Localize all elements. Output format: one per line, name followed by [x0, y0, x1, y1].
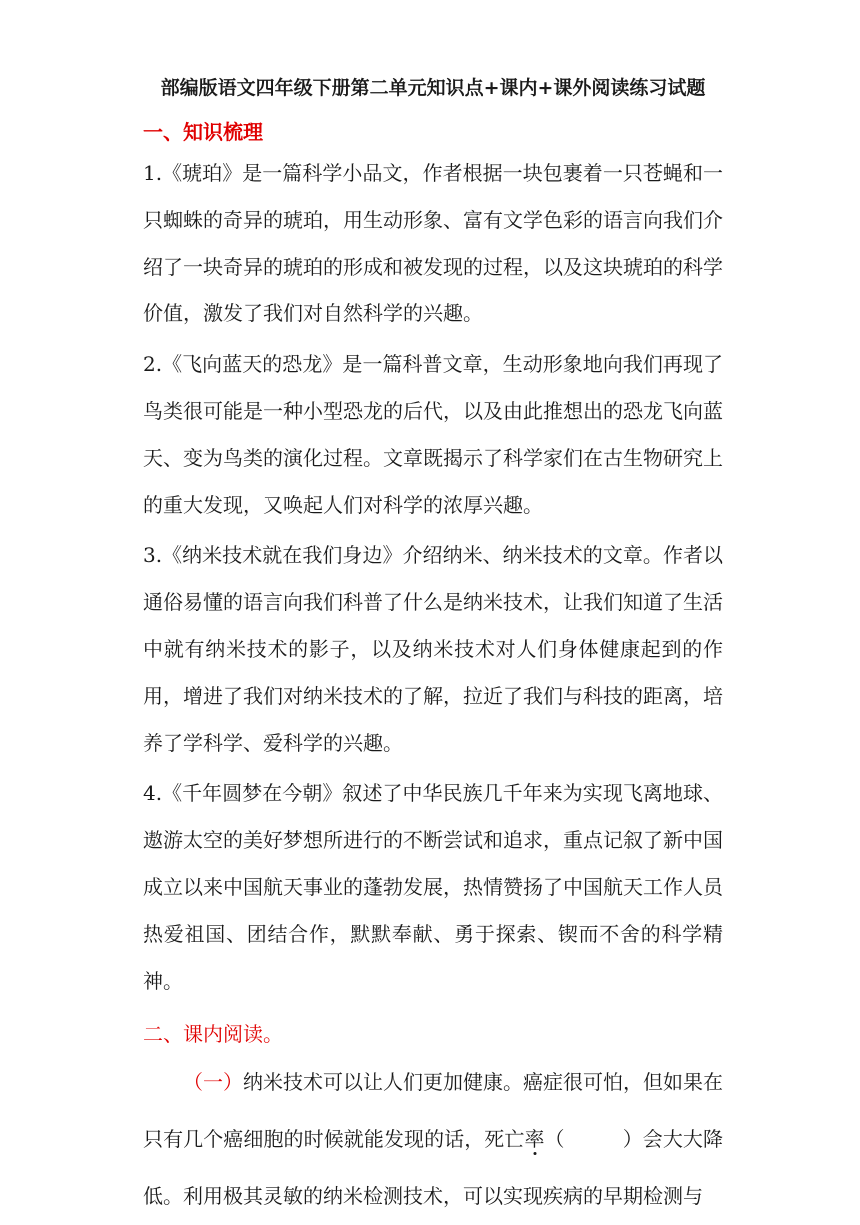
knowledge-item-3: 3.《纳米技术就在我们身边》介绍纳米、纳米技术的文章。作者以通俗易懂的语言向我们科普了什么是纳米技术，让我们知道了生活中就有纳米技术的影子，以及纳米技术对人们身体健康起到的作用，增进了我们对纳米技术的了解，拉近了我们与科技的距离，培养了学科学、爱科学的兴趣。 [143, 543, 723, 755]
passage-marker: （一） [183, 1070, 243, 1095]
document-title: 部编版语文四年级下册第二单元知识点+课内+课外阅读练习试题 [160, 77, 706, 99]
knowledge-item-4: 4.《千年圆梦在今朝》叙述了中华民族几千年来为实现飞离地球、遨游太空的美好梦想所进行的不断尝试和追求，重点记叙了新中国成立以来中国航天事业的蓬勃发展，热情赞扬了中国航天工作人员热爱祖国、团结合作，默默奉献、勇于探索、锲而不舍的科学精神。 [143, 781, 723, 993]
knowledge-item-2: 2.《飞向蓝天的恐龙》是一篇科普文章，生动形象地向我们再现了鸟类很可能是一种小型恐龙的后代，以及由此推想出的恐龙飞向蓝天、变为鸟类的演化过程。文章既揭示了科学家们在古生物研究上的重大发现，又唤起人们对科学的浓厚兴趣。 [143, 352, 723, 517]
document-page [143, 60, 723, 1225]
dotted-character: 率 [524, 1127, 545, 1152]
reading-passage [143, 1054, 723, 1225]
knowledge-item-1: 1.《琥珀》是一篇科学小品文，作者根据一块包裹着一只苍蝇和一只蜘蛛的奇异的琥珀，用生动形象、富有文学色彩的语言向我们介绍了一块奇异的琥珀的形成和被发现的过程，以及这块琥珀的科学价值，激发了我们对自然科学的兴趣。 [143, 161, 723, 326]
section-heading-knowledge: 一、知识梳理 [143, 120, 263, 144]
section-heading-reading: 二、课内阅读。 [143, 1022, 283, 1047]
passage-text-part3: ）会大大降低。利用极其灵敏的纳米检测技术，可以实现疾病的早期检测与 [143, 1127, 724, 1209]
passage-text-part2: （ [544, 1127, 565, 1152]
passage-text-part1: 纳米技术可以让人们更加健康。癌症很可怕，但如果在只有几个癌细胞的时候就能发现的话，死亡 [143, 1070, 723, 1152]
